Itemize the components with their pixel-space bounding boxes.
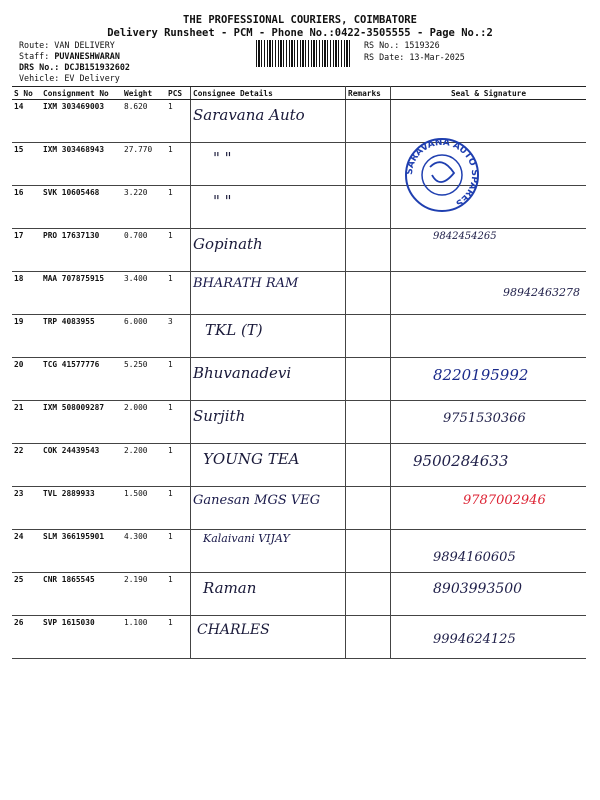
row-sno: 15	[12, 143, 41, 186]
row-seal	[391, 358, 587, 401]
row-seal	[391, 229, 587, 272]
row-pcs: 3	[166, 315, 191, 358]
row-seal	[391, 444, 587, 487]
row-consignment: MAA 707875915	[41, 272, 122, 315]
row-weight: 6.000	[122, 315, 166, 358]
row-remarks	[346, 186, 391, 229]
route-label: Route: VAN DELIVERY	[19, 40, 115, 50]
row-pcs: 1	[166, 143, 191, 186]
row-weight: 2.000	[122, 401, 166, 444]
signature-phone: 9994624125	[433, 632, 516, 647]
row-consignment: PRO 17637130	[41, 229, 122, 272]
row-sno: 16	[12, 186, 41, 229]
row-pcs: 1	[166, 186, 191, 229]
row-weight: 5.250	[122, 358, 166, 401]
consignee-handwriting: BHARATH RAM	[193, 276, 299, 291]
row-weight: 2.200	[122, 444, 166, 487]
signature-phone: 9787002946	[463, 493, 546, 508]
signature-phone: 8903993500	[433, 581, 523, 597]
row-seal	[391, 315, 587, 358]
consignee-handwriting: CHARLES	[197, 622, 270, 638]
table-row	[12, 100, 586, 143]
col-seal: Seal & Signature	[391, 87, 587, 100]
signature-phone: 9500284633	[413, 452, 509, 470]
row-seal	[391, 401, 587, 444]
row-remarks	[346, 616, 391, 659]
col-consignment: Consignment No	[41, 87, 122, 100]
rs-date: RS Date: 13-Mar-2025	[364, 52, 465, 62]
signature-phone: 9842454265	[433, 231, 497, 242]
row-remarks	[346, 401, 391, 444]
row-consignment: CNR 1865545	[41, 573, 122, 616]
vehicle-label: Vehicle: EV Delivery	[19, 73, 120, 83]
row-sno: 18	[12, 272, 41, 315]
row-sno: 24	[12, 530, 41, 573]
table-row	[12, 401, 586, 444]
row-sno: 23	[12, 487, 41, 530]
staff-name: PUVANESHWARAN	[54, 51, 120, 61]
consignee-handwriting: Kalaivani VIJAY	[203, 532, 290, 545]
row-consignment: TVL 2889933	[41, 487, 122, 530]
row-consignment: TCG 41577776	[41, 358, 122, 401]
table-header-row	[12, 87, 586, 100]
signature-phone: 9894160605	[433, 550, 516, 565]
row-seal	[391, 272, 587, 315]
row-remarks	[346, 573, 391, 616]
row-remarks	[346, 272, 391, 315]
table-row	[12, 315, 586, 358]
consignee-handwriting: TKL (T)	[205, 321, 263, 339]
row-pcs: 1	[166, 530, 191, 573]
drs-number: DRS No.: DCJB151932602	[19, 62, 130, 72]
row-consignment: IXM 508009287	[41, 401, 122, 444]
row-sno: 20	[12, 358, 41, 401]
staff-line	[19, 51, 120, 61]
row-sno: 19	[12, 315, 41, 358]
consignee-handwriting: Saravana Auto	[193, 106, 305, 124]
row-sno: 14	[12, 100, 41, 143]
row-remarks	[346, 444, 391, 487]
table-row	[12, 358, 586, 401]
row-pcs: 1	[166, 358, 191, 401]
row-weight: 2.190	[122, 573, 166, 616]
consignee-handwriting: Gopinath	[193, 235, 263, 253]
col-remarks: Remarks	[346, 87, 391, 100]
row-remarks	[346, 315, 391, 358]
row-weight: 4.300	[122, 530, 166, 573]
table-row	[12, 186, 586, 229]
consignee-handwriting: YOUNG TEA	[203, 450, 300, 468]
row-pcs: 1	[166, 444, 191, 487]
company-stamp	[392, 135, 492, 215]
row-seal	[391, 487, 587, 530]
row-sno: 17	[12, 229, 41, 272]
row-consignment: IXM 303468943	[41, 143, 122, 186]
col-weight: Weight	[122, 87, 166, 100]
row-seal	[391, 616, 587, 659]
row-consignment: TRP 4083955	[41, 315, 122, 358]
row-remarks	[346, 487, 391, 530]
row-pcs: 1	[166, 401, 191, 444]
table-row	[12, 229, 586, 272]
row-consignment: SVK 10605468	[41, 186, 122, 229]
table-row	[12, 573, 586, 616]
row-sno: 22	[12, 444, 41, 487]
row-seal	[391, 530, 587, 573]
row-weight: 0.700	[122, 229, 166, 272]
table-row	[12, 272, 586, 315]
row-consignment: COK 24439543	[41, 444, 122, 487]
runsheet-table	[12, 86, 586, 659]
row-seal	[391, 573, 587, 616]
row-remarks	[346, 229, 391, 272]
row-remarks	[346, 530, 391, 573]
table-row	[12, 143, 586, 186]
row-sno: 21	[12, 401, 41, 444]
row-weight: 27.770	[122, 143, 166, 186]
consignee-handwriting: Bhuvanadevi	[193, 364, 292, 382]
table-row	[12, 616, 586, 659]
stamp-signature-scribble	[430, 162, 454, 182]
consignee-handwriting: Raman	[203, 579, 257, 597]
col-sno: S No	[12, 87, 41, 100]
stamp-lettering: SARAVANA AUTO SPARES	[404, 137, 480, 209]
consignee-handwriting: Ganesan MGS VEG	[193, 493, 321, 508]
row-weight: 8.620	[122, 100, 166, 143]
row-pcs: 1	[166, 487, 191, 530]
col-consignee: Consignee Details	[191, 87, 346, 100]
table-row	[12, 530, 586, 573]
row-weight: 3.220	[122, 186, 166, 229]
row-remarks	[346, 143, 391, 186]
row-pcs: 1	[166, 573, 191, 616]
row-pcs: 1	[166, 272, 191, 315]
row-remarks	[346, 100, 391, 143]
col-pcs: PCS	[166, 87, 191, 100]
table-row	[12, 444, 586, 487]
signature-phone: 98942463278	[503, 286, 580, 299]
runsheet-subtitle: Delivery Runsheet - PCM - Phone No.:0422-3505555 - Page No.:2	[107, 27, 493, 39]
row-pcs: 1	[166, 100, 191, 143]
row-consignment: SLM 366195901	[41, 530, 122, 573]
row-consignment: SVP 1615030	[41, 616, 122, 659]
row-sno: 26	[12, 616, 41, 659]
row-remarks	[346, 358, 391, 401]
row-pcs: 1	[166, 229, 191, 272]
consignee-handwriting: " "	[213, 192, 232, 210]
signature-phone: 8220195992	[433, 366, 529, 384]
row-weight: 3.400	[122, 272, 166, 315]
company-title: THE PROFESSIONAL COURIERS, COIMBATORE	[183, 14, 417, 26]
consignee-handwriting: Surjith	[193, 407, 246, 425]
staff-label: Staff:	[19, 51, 50, 61]
table-row	[12, 487, 586, 530]
consignee-handwriting: " "	[213, 149, 232, 167]
signature-phone: 9751530366	[443, 411, 526, 426]
row-pcs: 1	[166, 616, 191, 659]
rs-number: RS No.: 1519326	[364, 40, 440, 50]
row-consignment: IXM 303469003	[41, 100, 122, 143]
row-weight: 1.500	[122, 487, 166, 530]
barcode	[256, 40, 350, 67]
row-weight: 1.100	[122, 616, 166, 659]
row-sno: 25	[12, 573, 41, 616]
stamp-inner-ring	[422, 155, 462, 195]
